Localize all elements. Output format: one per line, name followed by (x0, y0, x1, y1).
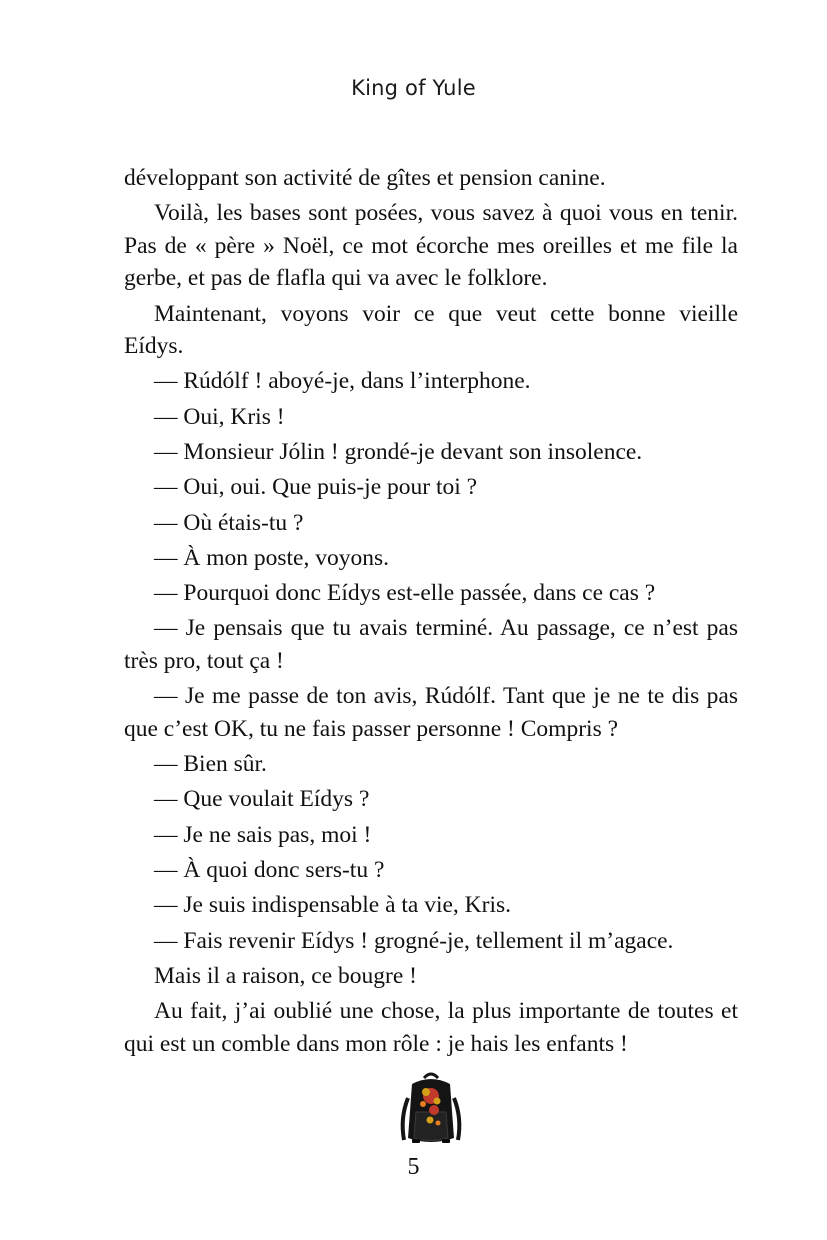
paragraph: Voilà, les bases sont posées, vous savez à quoi vous en tenir. Pas de « père » Noël, ce mot écorche mes oreilles et me file la gerbe, et pas de flafla qui va avec le folklore. (124, 200, 738, 292)
dialogue-line: — Fais revenir Eídys ! grogné-je, tellement il m’agace. (154, 927, 674, 954)
dialogue-line: — À quoi donc sers-tu ? (154, 856, 385, 883)
dialogue-line: — Où étais-tu ? (154, 509, 304, 536)
dialogue-line: — Pourquoi donc Eídys est-elle passée, dans ce cas ? (154, 580, 656, 607)
dialogue-line: — À mon poste, voyons. (154, 544, 389, 571)
dialogue-line: — Je me passe de ton avis, Rúdólf. Tant que je ne te dis pas que c’est OK, tu ne fais passer personne ! Compris ? (124, 683, 738, 742)
dialogue-line: — Je suis indispensable à ta vie, Kris. (154, 892, 512, 919)
running-title: King of Yule (351, 76, 476, 100)
page-body (124, 162, 738, 1063)
paragraph: Au fait, j’ai oublié une chose, la plus importante de toutes et qui est un comble dans mon rôle : je hais les enfants ! (124, 998, 738, 1057)
backpack-icon (394, 1068, 468, 1146)
dialogue-line: — Que voulait Eídys ? (154, 786, 370, 813)
dialogue-line: — Oui, oui. Que puis-je pour toi ? (154, 474, 478, 501)
paragraph: Mais il a raison, ce bougre ! (154, 962, 417, 989)
dialogue-line: — Oui, Kris ! (154, 403, 285, 430)
paragraph: Maintenant, voyons voir ce que veut cette bonne vieille Eídys. (124, 300, 738, 360)
dialogue-line: — Je ne sais pas, moi ! (154, 821, 372, 848)
dialogue-line: — Rúdólf ! aboyé-je, dans l’interphone. (154, 368, 531, 395)
paragraph: développant son activité de gîtes et pension canine. (124, 165, 606, 191)
dialogue-line: — Monsieur Jólin ! grondé-je devant son insolence. (154, 438, 643, 465)
dialogue-line: — Bien sûr. (154, 751, 267, 778)
page-number: 5 (407, 1154, 420, 1180)
dialogue-line: — Je pensais que tu avais terminé. Au passage, ce n’est pas très pro, tout ça ! (124, 615, 738, 674)
